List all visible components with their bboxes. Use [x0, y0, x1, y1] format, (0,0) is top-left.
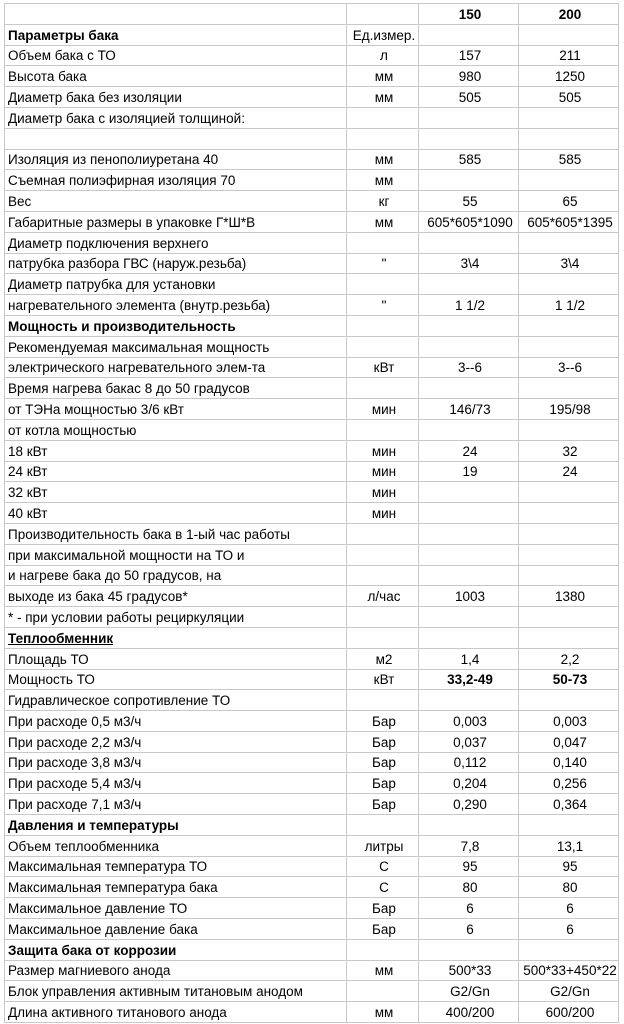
table-body — [5, 4, 619, 1023]
table-row — [5, 773, 619, 794]
row-label-cell — [5, 128, 347, 149]
table-row — [5, 648, 619, 669]
row-value-model-1-cell — [419, 939, 519, 960]
row-value-model-1-cell: 95 — [419, 856, 519, 877]
row-value-model-1-cell — [419, 232, 519, 253]
row-value-model-1-cell: 980 — [419, 66, 519, 87]
table-row — [5, 149, 619, 170]
row-value-model-2-cell: 500*33+450*22 — [519, 960, 619, 981]
row-unit-cell — [347, 939, 419, 960]
row-label-cell: Съемная полиэфирная изоляция 70 — [5, 170, 347, 191]
row-value-model-1-cell — [419, 24, 519, 45]
row-value-model-1-cell — [419, 107, 519, 128]
table-row — [5, 939, 619, 960]
row-label-cell: Объем теплообменника — [5, 835, 347, 856]
table-row — [5, 399, 619, 420]
table-row — [5, 586, 619, 607]
row-unit-cell — [347, 274, 419, 295]
row-unit-cell: Бар — [347, 711, 419, 732]
row-value-model-2-cell: 6 — [519, 919, 619, 940]
row-label-cell: Рекомендуемая максимальная мощность — [5, 336, 347, 357]
row-unit-cell — [347, 565, 419, 586]
row-value-model-1-cell: 0,037 — [419, 731, 519, 752]
row-value-model-1-cell — [419, 627, 519, 648]
row-value-model-2-cell: 24 — [519, 461, 619, 482]
row-label-cell — [5, 627, 347, 648]
row-value-model-2-cell: 0,047 — [519, 731, 619, 752]
table-row — [5, 503, 619, 524]
table-row — [5, 191, 619, 212]
row-unit-cell — [347, 315, 419, 336]
row-value-model-2-cell — [519, 378, 619, 399]
row-value-model-1-cell: 1,4 — [419, 648, 519, 669]
table-row — [5, 981, 619, 1002]
row-unit-cell — [347, 607, 419, 628]
row-value-model-2-cell — [519, 315, 619, 336]
row-unit-cell — [347, 690, 419, 711]
row-value-model-2-cell — [519, 170, 619, 191]
row-value-model-2-cell: 95 — [519, 856, 619, 877]
row-label-cell: 24 кВт — [5, 461, 347, 482]
row-unit-cell: мм — [347, 170, 419, 191]
row-value-model-2-cell — [519, 523, 619, 544]
row-unit-cell: мм — [347, 87, 419, 108]
row-unit-cell — [347, 815, 419, 836]
row-label-cell: Изоляция из пенополиуретана 40 — [5, 149, 347, 170]
row-label-cell: электрического нагревательного элем-та — [5, 357, 347, 378]
row-value-model-2-cell: 50-73 — [519, 669, 619, 690]
row-value-model-1-cell: 0,290 — [419, 794, 519, 815]
row-value-model-2-cell: 32 — [519, 440, 619, 461]
row-value-model-2-cell — [519, 939, 619, 960]
row-label-cell: Защита бака от коррозии — [5, 939, 347, 960]
row-label-cell: Длина активного титанового анода — [5, 1002, 347, 1023]
spec-sheet — [4, 3, 619, 1023]
row-unit-cell: мин — [347, 399, 419, 420]
row-value-model-1-cell: 146/73 — [419, 399, 519, 420]
header-cell-model-2: 200 — [519, 4, 619, 25]
row-unit-cell: Бар — [347, 794, 419, 815]
table-row — [5, 24, 619, 45]
row-unit-cell: " — [347, 253, 419, 274]
table-row — [5, 440, 619, 461]
row-unit-cell — [347, 336, 419, 357]
row-value-model-1-cell — [419, 544, 519, 565]
row-value-model-1-cell: 1003 — [419, 586, 519, 607]
table-row — [5, 856, 619, 877]
table-row — [5, 1002, 619, 1023]
table-row — [5, 898, 619, 919]
table-row — [5, 565, 619, 586]
table-row — [5, 170, 619, 191]
row-unit-cell — [347, 981, 419, 1002]
row-value-model-2-cell: 585 — [519, 149, 619, 170]
row-value-model-2-cell: 2,2 — [519, 648, 619, 669]
row-value-model-2-cell: 505 — [519, 87, 619, 108]
row-unit-cell — [347, 627, 419, 648]
row-value-model-1-cell: 0,003 — [419, 711, 519, 732]
row-value-model-2-cell: 6 — [519, 898, 619, 919]
row-unit-cell: кВт — [347, 669, 419, 690]
row-value-model-1-cell: 400/200 — [419, 1002, 519, 1023]
table-row — [5, 960, 619, 981]
row-unit-cell: мм — [347, 1002, 419, 1023]
row-value-model-1-cell: 55 — [419, 191, 519, 212]
table-row — [5, 378, 619, 399]
row-value-model-1-cell: 6 — [419, 898, 519, 919]
row-unit-cell: Бар — [347, 898, 419, 919]
row-unit-cell: С — [347, 877, 419, 898]
row-value-model-2-cell — [519, 336, 619, 357]
row-value-model-2-cell: 1 1/2 — [519, 295, 619, 316]
row-label-cell: Мощность ТО — [5, 669, 347, 690]
row-unit-cell: мин — [347, 461, 419, 482]
row-value-model-2-cell — [519, 544, 619, 565]
row-label-cell: и нагреве бака до 50 градусов, на — [5, 565, 347, 586]
row-unit-cell: м2 — [347, 648, 419, 669]
table-row — [5, 711, 619, 732]
row-label-cell: Блок управления активным титановым анодом — [5, 981, 347, 1002]
row-label-cell: Вес — [5, 191, 347, 212]
table-row — [5, 315, 619, 336]
table-row — [5, 45, 619, 66]
row-label-cell: Диаметр бака с изоляцией толщиной: — [5, 107, 347, 128]
row-value-model-1-cell: 24 — [419, 440, 519, 461]
row-value-model-2-cell — [519, 503, 619, 524]
row-value-model-2-cell — [519, 607, 619, 628]
row-label-cell: Габаритные размеры в упаковке Г*Ш*В — [5, 211, 347, 232]
row-value-model-2-cell — [519, 482, 619, 503]
row-label-cell: 40 кВт — [5, 503, 347, 524]
table-row — [5, 107, 619, 128]
row-value-model-1-cell: 157 — [419, 45, 519, 66]
row-unit-cell — [347, 544, 419, 565]
row-unit-cell: кг — [347, 191, 419, 212]
row-value-model-2-cell: 3\4 — [519, 253, 619, 274]
row-value-model-1-cell: 505 — [419, 87, 519, 108]
table-row — [5, 544, 619, 565]
row-unit-cell: мин — [347, 440, 419, 461]
row-value-model-2-cell — [519, 107, 619, 128]
row-value-model-1-cell: 33,2-49 — [419, 669, 519, 690]
section-title: Теплообменник — [8, 630, 114, 646]
table-row — [5, 295, 619, 316]
table-row — [5, 128, 619, 149]
row-unit-cell: мин — [347, 482, 419, 503]
row-value-model-1-cell — [419, 482, 519, 503]
row-unit-cell: Бар — [347, 752, 419, 773]
row-unit-cell: Ед.измер. — [347, 24, 419, 45]
row-value-model-2-cell — [519, 565, 619, 586]
table-row — [5, 627, 619, 648]
row-unit-cell — [347, 378, 419, 399]
table-row — [5, 919, 619, 940]
row-label-cell: нагревательного элемента (внутр.резьба) — [5, 295, 347, 316]
table-row — [5, 752, 619, 773]
row-value-model-1-cell: 7,8 — [419, 835, 519, 856]
row-value-model-2-cell: 0,003 — [519, 711, 619, 732]
row-label-cell: При расходе 5,4 м3/ч — [5, 773, 347, 794]
row-value-model-2-cell: 605*605*1395 — [519, 211, 619, 232]
row-value-model-1-cell — [419, 170, 519, 191]
row-value-model-2-cell: 195/98 — [519, 399, 619, 420]
row-value-model-1-cell: 6 — [419, 919, 519, 940]
row-value-model-2-cell — [519, 24, 619, 45]
table-row — [5, 87, 619, 108]
table-row — [5, 253, 619, 274]
row-label-cell: При расходе 0,5 м3/ч — [5, 711, 347, 732]
row-unit-cell — [347, 128, 419, 149]
table-row — [5, 607, 619, 628]
row-unit-cell: С — [347, 856, 419, 877]
row-value-model-1-cell — [419, 274, 519, 295]
row-value-model-2-cell — [519, 128, 619, 149]
row-unit-cell: Бар — [347, 773, 419, 794]
row-value-model-1-cell: 0,204 — [419, 773, 519, 794]
row-label-cell: 18 кВт — [5, 440, 347, 461]
row-unit-cell — [347, 232, 419, 253]
row-value-model-2-cell: 1250 — [519, 66, 619, 87]
row-label-cell: * - при условии работы рециркуляции — [5, 607, 347, 628]
table-row — [5, 731, 619, 752]
row-unit-cell — [347, 419, 419, 440]
row-value-model-2-cell — [519, 690, 619, 711]
row-unit-cell: литры — [347, 835, 419, 856]
table-row — [5, 211, 619, 232]
row-value-model-1-cell: 19 — [419, 461, 519, 482]
table-row — [5, 66, 619, 87]
row-label-cell: Высота бака — [5, 66, 347, 87]
row-unit-cell: мин — [347, 503, 419, 524]
row-label-cell: Площадь ТО — [5, 648, 347, 669]
row-label-cell: Давления и температуры — [5, 815, 347, 836]
table-row — [5, 461, 619, 482]
row-label-cell: Максимальная температура бака — [5, 877, 347, 898]
row-value-model-2-cell: 211 — [519, 45, 619, 66]
row-unit-cell: л — [347, 45, 419, 66]
row-label-cell: от котла мощностью — [5, 419, 347, 440]
table-row — [5, 815, 619, 836]
row-label-cell: от ТЭНа мощностью 3/6 кВт — [5, 399, 347, 420]
row-value-model-1-cell — [419, 690, 519, 711]
row-value-model-2-cell: 13,1 — [519, 835, 619, 856]
header-cell-name — [5, 4, 347, 25]
row-label-cell: Мощность и производительность — [5, 315, 347, 336]
row-unit-cell: мм — [347, 211, 419, 232]
row-value-model-1-cell — [419, 565, 519, 586]
row-value-model-1-cell — [419, 607, 519, 628]
row-value-model-1-cell: 80 — [419, 877, 519, 898]
table-row — [5, 690, 619, 711]
row-label-cell: Размер магниевого анода — [5, 960, 347, 981]
row-unit-cell: Бар — [347, 731, 419, 752]
row-label-cell: 32 кВт — [5, 482, 347, 503]
row-value-model-1-cell — [419, 815, 519, 836]
row-label-cell: при максимальной мощности на ТО и — [5, 544, 347, 565]
table-header-row — [5, 4, 619, 25]
row-value-model-2-cell — [519, 815, 619, 836]
row-value-model-2-cell: 1380 — [519, 586, 619, 607]
table-row — [5, 482, 619, 503]
row-value-model-1-cell: 585 — [419, 149, 519, 170]
row-label-cell: выходе из бака 45 градусов* — [5, 586, 347, 607]
table-row — [5, 336, 619, 357]
row-value-model-1-cell — [419, 336, 519, 357]
row-value-model-1-cell: 3\4 — [419, 253, 519, 274]
row-unit-cell — [347, 107, 419, 128]
table-row — [5, 232, 619, 253]
row-value-model-2-cell: 65 — [519, 191, 619, 212]
row-label-cell: патрубка разбора ГВС (наруж.резьба) — [5, 253, 347, 274]
row-unit-cell: Бар — [347, 919, 419, 940]
row-value-model-2-cell: G2/Gn — [519, 981, 619, 1002]
table-row — [5, 419, 619, 440]
row-value-model-2-cell — [519, 274, 619, 295]
row-value-model-1-cell: 605*605*1090 — [419, 211, 519, 232]
row-unit-cell: кВт — [347, 357, 419, 378]
table-row — [5, 523, 619, 544]
row-unit-cell: мм — [347, 149, 419, 170]
row-label-cell: Максимальное давление ТО — [5, 898, 347, 919]
row-label-cell: Параметры бака — [5, 24, 347, 45]
row-unit-cell: мм — [347, 66, 419, 87]
row-value-model-2-cell: 0,140 — [519, 752, 619, 773]
row-value-model-1-cell: 0,112 — [419, 752, 519, 773]
row-value-model-1-cell: 1 1/2 — [419, 295, 519, 316]
row-unit-cell: мм — [347, 960, 419, 981]
row-value-model-2-cell — [519, 232, 619, 253]
row-value-model-2-cell: 3--6 — [519, 357, 619, 378]
row-label-cell: При расходе 2,2 м3/ч — [5, 731, 347, 752]
row-value-model-1-cell: 3--6 — [419, 357, 519, 378]
row-label-cell: Объем бака с ТО — [5, 45, 347, 66]
row-label-cell: При расходе 3,8 м3/ч — [5, 752, 347, 773]
row-label-cell: Время нагрева бакас 8 до 50 градусов — [5, 378, 347, 399]
row-label-cell: Максимальное давление бака — [5, 919, 347, 940]
row-value-model-2-cell: 0,256 — [519, 773, 619, 794]
row-value-model-1-cell — [419, 315, 519, 336]
table-row — [5, 669, 619, 690]
row-value-model-1-cell: G2/Gn — [419, 981, 519, 1002]
table-row — [5, 835, 619, 856]
row-value-model-2-cell — [519, 627, 619, 648]
row-value-model-2-cell: 0,364 — [519, 794, 619, 815]
header-cell-unit — [347, 4, 419, 25]
specification-table — [4, 3, 619, 1023]
row-label-cell: Максимальная температура ТО — [5, 856, 347, 877]
row-value-model-2-cell: 80 — [519, 877, 619, 898]
table-row — [5, 274, 619, 295]
row-label-cell: Диаметр подключения верхнего — [5, 232, 347, 253]
table-row — [5, 794, 619, 815]
row-unit-cell: л/час — [347, 586, 419, 607]
row-label-cell: Диаметр патрубка для установки — [5, 274, 347, 295]
row-label-cell: При расходе 7,1 м3/ч — [5, 794, 347, 815]
table-row — [5, 357, 619, 378]
row-value-model-2-cell — [519, 419, 619, 440]
row-value-model-1-cell — [419, 523, 519, 544]
row-value-model-1-cell: 500*33 — [419, 960, 519, 981]
row-unit-cell — [347, 523, 419, 544]
row-value-model-1-cell — [419, 419, 519, 440]
row-label-cell: Производительность бака в 1-ый час работы — [5, 523, 347, 544]
row-value-model-1-cell — [419, 128, 519, 149]
row-value-model-2-cell: 600/200 — [519, 1002, 619, 1023]
row-value-model-1-cell — [419, 378, 519, 399]
row-unit-cell: " — [347, 295, 419, 316]
row-value-model-1-cell — [419, 503, 519, 524]
row-label-cell: Гидравлическое сопротивление ТО — [5, 690, 347, 711]
row-label-cell: Диаметр бака без изоляции — [5, 87, 347, 108]
header-cell-model-1: 150 — [419, 4, 519, 25]
table-row — [5, 877, 619, 898]
